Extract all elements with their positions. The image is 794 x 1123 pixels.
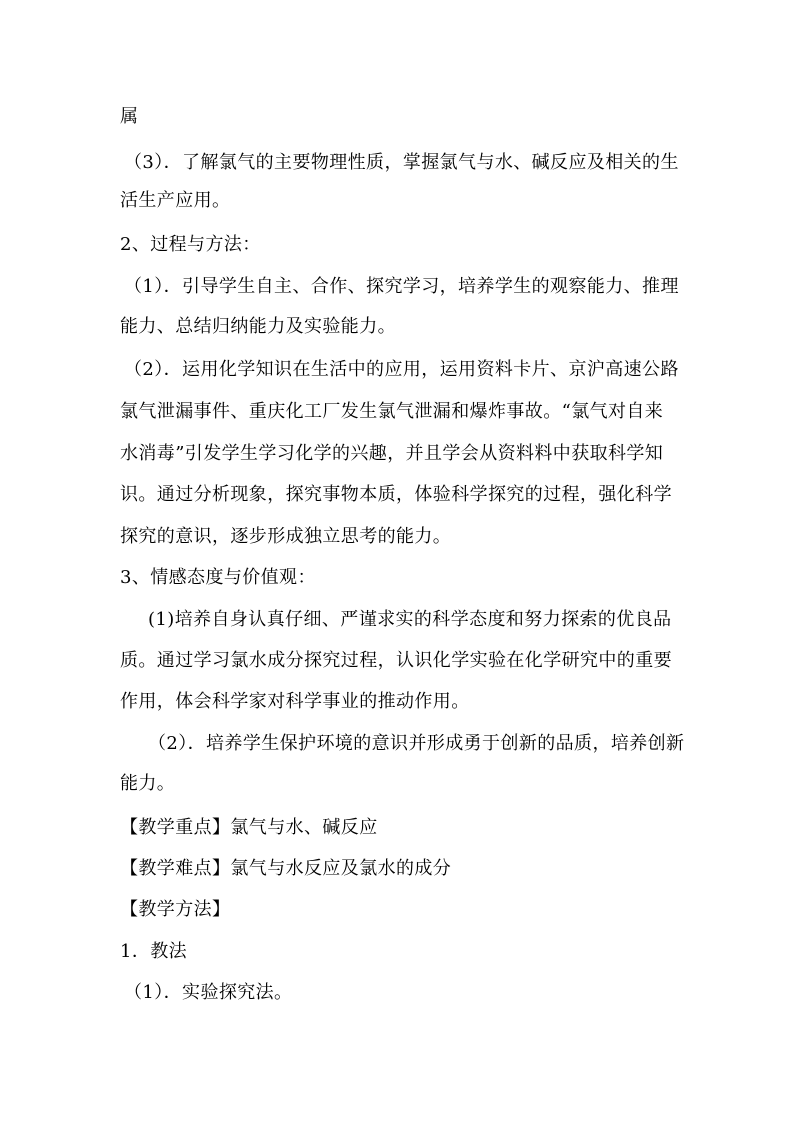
heading-emotion-attitude-values: 3、情感态度与价值观：: [120, 567, 316, 588]
text-line-continuation: 属: [120, 106, 139, 127]
text-line-values-2-cont: 能力。: [120, 773, 176, 794]
text-line-objective-3: （3）．了解氯气的主要物理性质，掌握氯气与水、碱反应及相关的生: [124, 152, 679, 173]
text-line-values-1-cont-a: 质。通过学习氯水成分探究过程，认识化学实验在化学研究中的重要: [120, 650, 672, 671]
text-line-values-1-cont-b: 作用，体会科学家对科学事业的推动作用。: [120, 691, 470, 712]
text-line-process-2-cont-d: 探究的意识，逐步形成独立思考的能力。: [120, 526, 452, 547]
text-line-values-1: (1)培养自身认真仔细、严谨求实的科学态度和努力探索的优良品: [148, 609, 672, 630]
text-line-values-2: （2）．培养学生保护环境的意识并形成勇于创新的品质，培养创新: [148, 733, 685, 754]
teaching-methods-heading: 【教学方法】: [120, 899, 231, 920]
teaching-key-points: 【教学重点】氯气与水、碱反应: [120, 817, 378, 838]
text-line-objective-3-cont: 活生产应用。: [120, 190, 231, 211]
heading-process-and-method: 2、过程与方法：: [120, 234, 261, 255]
text-line-process-2-cont-b: 水消毒”引发学生学习化学的兴趣，并且学会从资料料中获取科学知: [120, 443, 664, 464]
text-line-process-1-cont: 能力、总结归纳能力及实验能力。: [120, 316, 396, 337]
text-line-process-1: （1）．引导学生自主、合作、探究学习，培养学生的观察能力、推理: [124, 276, 679, 297]
text-line-experimental-inquiry: （1）．实验探究法。: [124, 982, 293, 1003]
teaching-difficulties: 【教学难点】氯气与水反应及氯水的成分: [120, 858, 452, 879]
teaching-approach-heading: 1．教法: [120, 941, 188, 962]
text-line-process-2-cont-a: 氯气泄漏事件、重庆化工厂发生氯气泄漏和爆炸事故。“氯气对自来: [120, 401, 664, 422]
text-line-process-2: （2）．运用化学知识在生活中的应用，运用资料卡片、京沪高速公路: [124, 359, 679, 380]
text-line-process-2-cont-c: 识。通过分析现象，探究事物本质，体验科学探究的过程，强化科学: [120, 484, 672, 505]
